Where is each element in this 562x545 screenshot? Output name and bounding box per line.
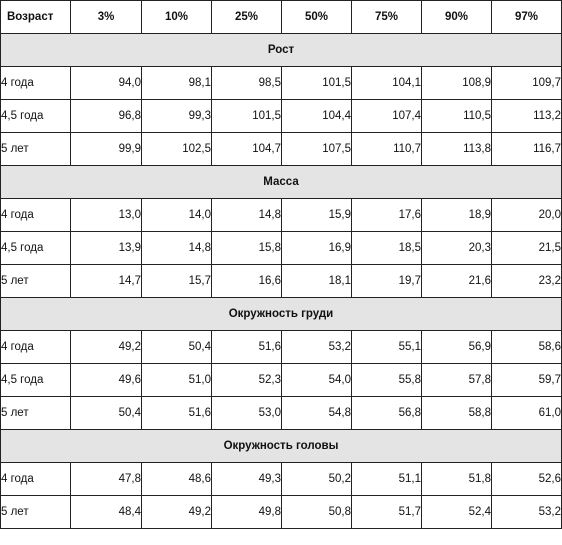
age-cell: 4,5 года: [1, 100, 71, 133]
header-row: [1, 1, 562, 34]
value-cell: 94,0: [71, 67, 142, 100]
value-cell: 50,4: [71, 397, 142, 430]
section-title: Масса: [1, 166, 562, 199]
value-cell: 50,2: [282, 463, 352, 496]
value-cell: 61,0: [492, 397, 562, 430]
value-cell: 49,8: [212, 496, 282, 529]
value-cell: 113,8: [422, 133, 492, 166]
value-cell: 17,6: [352, 199, 422, 232]
value-cell: 116,7: [492, 133, 562, 166]
age-cell: 5 лет: [1, 496, 71, 529]
value-cell: 19,7: [352, 265, 422, 298]
value-cell: 51,6: [142, 397, 212, 430]
value-cell: 52,4: [422, 496, 492, 529]
value-cell: 50,4: [142, 331, 212, 364]
table-body: [1, 34, 562, 529]
table-row: [1, 232, 562, 265]
value-cell: 55,1: [352, 331, 422, 364]
value-cell: 20,0: [492, 199, 562, 232]
value-cell: 18,1: [282, 265, 352, 298]
age-cell: 4,5 года: [1, 364, 71, 397]
value-cell: 47,8: [71, 463, 142, 496]
value-cell: 49,3: [212, 463, 282, 496]
age-cell: 4,5 года: [1, 232, 71, 265]
age-cell: 5 лет: [1, 133, 71, 166]
value-cell: 104,7: [212, 133, 282, 166]
value-cell: 16,9: [282, 232, 352, 265]
value-cell: 101,5: [282, 67, 352, 100]
value-cell: 15,9: [282, 199, 352, 232]
value-cell: 49,6: [71, 364, 142, 397]
value-cell: 16,6: [212, 265, 282, 298]
value-cell: 52,6: [492, 463, 562, 496]
value-cell: 21,5: [492, 232, 562, 265]
value-cell: 113,2: [492, 100, 562, 133]
header-cell-p25: 25%: [212, 1, 282, 34]
table-row: [1, 133, 562, 166]
section-title: Окружность груди: [1, 298, 562, 331]
header-cell-p3: 3%: [71, 1, 142, 34]
value-cell: 18,9: [422, 199, 492, 232]
value-cell: 96,8: [71, 100, 142, 133]
value-cell: 99,9: [71, 133, 142, 166]
value-cell: 99,3: [142, 100, 212, 133]
table-row: [1, 67, 562, 100]
section-title: Окружность головы: [1, 430, 562, 463]
value-cell: 48,4: [71, 496, 142, 529]
value-cell: 53,2: [282, 331, 352, 364]
value-cell: 51,8: [422, 463, 492, 496]
value-cell: 52,3: [212, 364, 282, 397]
value-cell: 14,7: [71, 265, 142, 298]
age-cell: 4 года: [1, 199, 71, 232]
value-cell: 54,0: [282, 364, 352, 397]
value-cell: 23,2: [492, 265, 562, 298]
value-cell: 18,5: [352, 232, 422, 265]
table-row: [1, 397, 562, 430]
header-cell-p97: 97%: [492, 1, 562, 34]
value-cell: 15,8: [212, 232, 282, 265]
value-cell: 20,3: [422, 232, 492, 265]
value-cell: 51,1: [352, 463, 422, 496]
age-cell: 5 лет: [1, 397, 71, 430]
age-cell: 4 года: [1, 331, 71, 364]
value-cell: 107,4: [352, 100, 422, 133]
value-cell: 108,9: [422, 67, 492, 100]
value-cell: 59,7: [492, 364, 562, 397]
table-row: [1, 496, 562, 529]
header-cell-p75: 75%: [352, 1, 422, 34]
age-cell: 4 года: [1, 67, 71, 100]
value-cell: 14,0: [142, 199, 212, 232]
value-cell: 13,9: [71, 232, 142, 265]
value-cell: 54,8: [282, 397, 352, 430]
value-cell: 98,5: [212, 67, 282, 100]
value-cell: 57,8: [422, 364, 492, 397]
header-cell-p90: 90%: [422, 1, 492, 34]
value-cell: 109,7: [492, 67, 562, 100]
section-title: Рост: [1, 34, 562, 67]
table-row: [1, 100, 562, 133]
value-cell: 49,2: [71, 331, 142, 364]
table-row: [1, 463, 562, 496]
table-row: [1, 265, 562, 298]
value-cell: 14,8: [212, 199, 282, 232]
section-row-chest-circumference: [1, 298, 562, 331]
value-cell: 104,4: [282, 100, 352, 133]
age-cell: 5 лет: [1, 265, 71, 298]
value-cell: 56,8: [352, 397, 422, 430]
value-cell: 110,5: [422, 100, 492, 133]
header-cell-p50: 50%: [282, 1, 352, 34]
value-cell: 56,9: [422, 331, 492, 364]
value-cell: 58,8: [422, 397, 492, 430]
value-cell: 14,8: [142, 232, 212, 265]
value-cell: 15,7: [142, 265, 212, 298]
header-cell-p10: 10%: [142, 1, 212, 34]
section-row-weight: [1, 166, 562, 199]
value-cell: 49,2: [142, 496, 212, 529]
table-row: [1, 331, 562, 364]
value-cell: 110,7: [352, 133, 422, 166]
value-cell: 51,0: [142, 364, 212, 397]
section-row-height: [1, 34, 562, 67]
value-cell: 13,0: [71, 199, 142, 232]
value-cell: 55,8: [352, 364, 422, 397]
header-cell-age: Возраст: [1, 1, 71, 34]
table-row: [1, 199, 562, 232]
table-row: [1, 364, 562, 397]
value-cell: 101,5: [212, 100, 282, 133]
section-row-head-circumference: [1, 430, 562, 463]
value-cell: 98,1: [142, 67, 212, 100]
value-cell: 53,2: [492, 496, 562, 529]
value-cell: 53,0: [212, 397, 282, 430]
value-cell: 102,5: [142, 133, 212, 166]
value-cell: 51,7: [352, 496, 422, 529]
value-cell: 104,1: [352, 67, 422, 100]
value-cell: 48,6: [142, 463, 212, 496]
age-cell: 4 года: [1, 463, 71, 496]
value-cell: 107,5: [282, 133, 352, 166]
value-cell: 51,6: [212, 331, 282, 364]
value-cell: 50,8: [282, 496, 352, 529]
value-cell: 58,6: [492, 331, 562, 364]
value-cell: 21,6: [422, 265, 492, 298]
